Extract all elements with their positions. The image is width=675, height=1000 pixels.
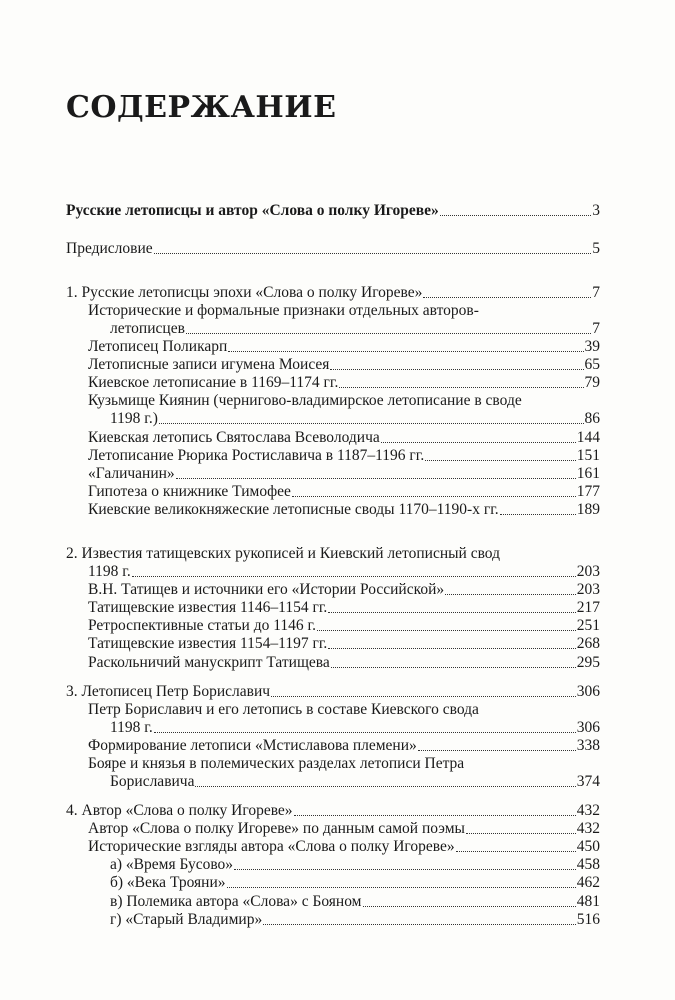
toc-entry-title: Кузьмище Киянин (чернигово-владимирское летописание в своде	[88, 392, 522, 409]
leader-dots	[176, 477, 576, 479]
leader-dots	[186, 332, 591, 334]
toc-entry-page: 295	[576, 654, 600, 671]
toc-entry-page: 516	[576, 911, 600, 928]
toc-entry-first-line	[88, 302, 600, 320]
toc-entry-continuation	[110, 410, 600, 428]
toc-entry-title-cont: Бориславича	[110, 773, 195, 790]
toc-entry-title: Предисловие	[66, 240, 153, 257]
leader-dots	[159, 422, 584, 424]
toc-entry-page: 203	[576, 581, 600, 598]
toc-entry-title-cont: 1198 г.	[88, 563, 131, 580]
toc-entry-page: 217	[576, 599, 600, 616]
toc-entry	[88, 483, 600, 501]
toc-entry	[88, 429, 600, 447]
leader-dots	[363, 905, 576, 907]
toc-entry-title-cont: 1198 г.	[110, 719, 153, 736]
toc-entry	[110, 856, 600, 874]
toc-entry-title: Исторические взгляды автора «Слова о полку Игореве»	[88, 838, 455, 855]
leader-dots	[381, 441, 576, 443]
toc-entry-title: б) «Века Трояни»	[110, 874, 226, 891]
toc-entry	[66, 284, 600, 302]
toc-entry	[88, 338, 600, 356]
leader-dots	[228, 350, 583, 352]
toc-entry-first-line	[88, 392, 600, 410]
toc-entry	[88, 654, 600, 672]
toc-entry	[88, 820, 600, 838]
toc-entry-page: 161	[576, 465, 600, 482]
leader-dots	[154, 731, 576, 733]
toc-entry	[88, 617, 600, 635]
toc-entry	[88, 581, 600, 599]
toc-entry-page: 462	[576, 874, 600, 891]
toc-entry-title: «Галичанин»	[88, 465, 175, 482]
toc-entry-page: 86	[584, 410, 600, 427]
toc-entry-page: 450	[576, 838, 600, 855]
toc-entry-title: в) Полемика автора «Слова» с Бояном	[110, 893, 362, 910]
toc-entry-continuation	[110, 773, 600, 791]
toc-entry-page: 79	[584, 374, 600, 391]
toc-entry-title: Ретроспективные статьи до 1146 г.	[88, 617, 317, 634]
leader-dots	[456, 850, 576, 852]
toc-entry	[88, 501, 600, 519]
leader-dots	[331, 666, 576, 668]
toc-entry-title: Автор «Слова о полку Игореве» по данным самой поэмы	[88, 820, 465, 837]
toc-entry	[88, 374, 600, 392]
toc-entry-page: 251	[576, 617, 600, 634]
toc-entry-page: 306	[576, 719, 600, 736]
leader-dots	[440, 214, 591, 216]
leader-dots	[234, 868, 576, 870]
toc-entry-page: 481	[576, 893, 600, 910]
toc-entry-title: а) «Время Бусово»	[110, 856, 234, 873]
toc-entry-title: Киевская летопись Святослава Всеволодича	[88, 429, 380, 446]
toc-entry-title: 1. Русские летописцы эпохи «Слова о полку Игореве»	[66, 284, 423, 301]
toc-entry	[88, 737, 600, 755]
toc-entry-first-line	[66, 545, 600, 563]
toc-entry-title: Раскольничий манускрипт Татищева	[88, 654, 330, 671]
leader-dots	[195, 785, 575, 787]
toc-entry-title: Татищевские известия 1154–1197 гг.	[88, 635, 328, 652]
leader-dots	[339, 386, 583, 388]
toc-entry-title: 3. Летописец Петр Бориславич	[66, 683, 271, 700]
toc-entry-page: 432	[576, 802, 600, 819]
toc-entry-title: Формирование летописи «Мстиславова племени»	[88, 737, 417, 754]
toc-entry-page: 65	[584, 356, 600, 373]
leader-dots	[423, 296, 591, 298]
toc-entry-page: 306	[576, 683, 600, 700]
toc-entry-title: В.Н. Татищев и источники его «Истории Российской»	[88, 581, 445, 598]
toc-entry-title-cont: 1198 г.)	[110, 410, 158, 427]
toc-entry-title: Исторические и формальные признаки отдельных авторов-	[88, 302, 479, 319]
toc-entry	[88, 356, 600, 374]
leader-dots	[292, 495, 576, 497]
toc-entry-continuation	[110, 320, 600, 338]
toc-entry	[88, 838, 600, 856]
toc-entry-continuation	[110, 719, 600, 737]
toc-entry-page: 7	[592, 320, 600, 337]
toc-entry-page: 5	[592, 240, 600, 257]
leader-dots	[154, 252, 592, 254]
toc-entry-page: 203	[576, 563, 600, 580]
toc-entry-title: Русские летописцы и автор «Слова о полку Игореве»	[66, 202, 439, 219]
toc-entry	[88, 635, 600, 653]
toc-entry-title: Киевские великокняжеские летописные своды 1170–1190-х гг.	[88, 501, 499, 518]
toc-entry-page: 39	[584, 338, 600, 355]
toc-entry-title: Татищевские известия 1146–1154 гг.	[88, 599, 328, 616]
toc-entry-page: 7	[592, 284, 600, 301]
leader-dots	[418, 749, 576, 751]
leader-dots	[445, 593, 576, 595]
leader-dots	[317, 629, 576, 631]
toc-entry-title: Летописец Поликарп	[88, 338, 228, 355]
toc-entry-page: 458	[576, 856, 600, 873]
leader-dots	[425, 459, 575, 461]
leader-dots	[328, 611, 575, 613]
leader-dots	[466, 832, 576, 834]
toc-entry-title: г) «Старый Владимир»	[110, 911, 263, 928]
toc-entry-page: 3	[592, 202, 600, 219]
toc-entry	[66, 802, 600, 820]
page-title: СОДЕРЖАНИЕ	[66, 90, 337, 125]
toc-entry-page: 432	[576, 820, 600, 837]
toc-entry-page: 177	[576, 483, 600, 500]
toc-entry-title: Гипотеза о книжнике Тимофее	[88, 483, 291, 500]
toc-entry-page: 268	[576, 635, 600, 652]
leader-dots	[330, 368, 583, 370]
toc-entry	[110, 874, 600, 892]
leader-dots	[500, 513, 576, 515]
toc-entry-page: 374	[576, 773, 600, 790]
toc-entry	[110, 893, 600, 911]
leader-dots	[227, 886, 576, 888]
toc-entry-title: Петр Бориславич и его летопись в составе Киевского свода	[88, 701, 479, 718]
toc-entry-page: 144	[576, 429, 600, 446]
toc-entry-continuation	[88, 563, 600, 581]
toc-entry-first-line	[88, 701, 600, 719]
toc-entry-first-line	[88, 755, 600, 773]
toc-entry-page: 151	[576, 447, 600, 464]
leader-dots	[263, 923, 576, 925]
toc-entry-title: Летописные записи игумена Моисея	[88, 356, 330, 373]
leader-dots	[132, 575, 576, 577]
toc-entry-title: 4. Автор «Слова о полку Игореве»	[66, 802, 293, 819]
toc-entry-title: Бояре и князья в полемических разделах летописи Петра	[88, 755, 465, 772]
toc-entry	[88, 599, 600, 617]
toc-entry-page: 189	[576, 501, 600, 518]
toc-entry	[88, 447, 600, 465]
toc-entry	[66, 240, 600, 258]
toc-entry-title-cont: летописцев	[110, 320, 185, 337]
toc-entry-page: 338	[576, 737, 600, 754]
toc-entry-title: Летописание Рюрика Ростиславича в 1187–1196 гг.	[88, 447, 425, 464]
toc-entry	[88, 465, 600, 483]
toc-entry	[66, 202, 600, 220]
toc-entry	[66, 683, 600, 701]
toc-entry-title: Киевское летописание в 1169–1174 гг.	[88, 374, 339, 391]
leader-dots	[294, 814, 576, 816]
toc-entry-title: 2. Известия татищевских рукописей и Киевский летописный свод	[66, 545, 500, 562]
toc-entry	[110, 911, 600, 929]
leader-dots	[271, 695, 576, 697]
leader-dots	[328, 647, 575, 649]
